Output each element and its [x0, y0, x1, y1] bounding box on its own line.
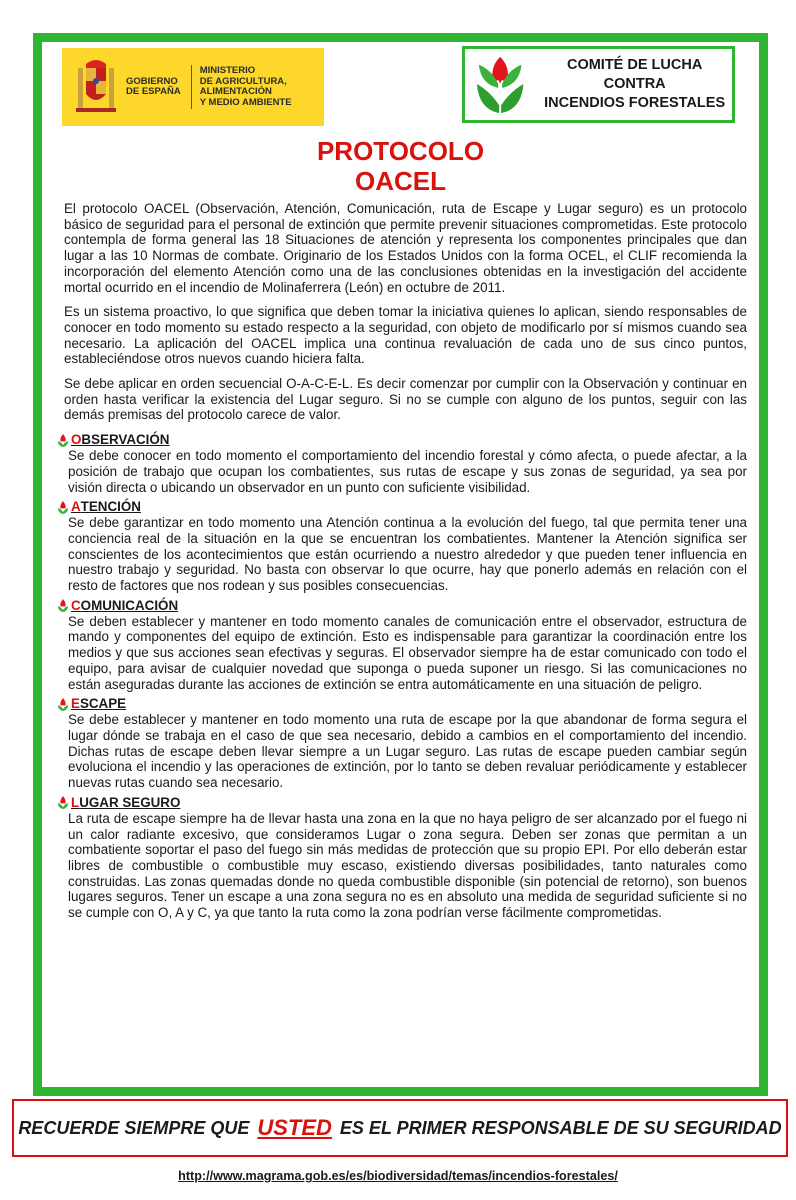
gov-line1: GOBIERNO	[126, 75, 178, 87]
section-heading	[58, 696, 750, 712]
reminder-text-start: RECUERDE SIEMPRE QUE	[18, 1117, 250, 1138]
document-frame	[33, 33, 768, 1096]
committee-title	[537, 56, 732, 113]
section-lugar-seguro	[58, 795, 750, 921]
section-text: Se debe conocer en todo momento el comportamiento del incendio forestal y cómo afecta, o puede afectar, a la posición de trabajo que ocupan los combatientes, sus rutas de escape y sus zonas de seguridad, ya sea por visión directa o ubicando un observador en un punto con suficiente visibilidad.	[68, 448, 747, 495]
heading-rest: OMUNICACIÓN	[80, 597, 179, 613]
title-line1: PROTOCOLO	[316, 136, 485, 166]
committee-logo-block	[462, 46, 735, 123]
ministry-line2: DE AGRICULTURA, ALIMENTACIÓN	[199, 75, 287, 97]
intro-paragraph-1: El protocolo OACEL (Observación, Atención, Comunicación, ruta de Escape y Lugar seguro) es un protocolo básico de seguridad para el personal de extinción que permite prevenir situaciones comprometidas. Este protocolo contempla de forma general las 18 Situaciones de atención y representa los componentes principales que dan lugar a las 10 Normas de combate. Originario de los Estados Unidos con la forma OCEL, el CLIF recomienda la incorporación del elemento Atención como una de las conclusiones obtenidas en la investigación del accidente mortal ocurrido en el incendio de Molinaferrera (León) en octubre de 2011.	[64, 201, 747, 295]
source-url-link[interactable]: http://www.magrama.gob.es/es/biodiversidad/temas/incendios-forestales/	[178, 1169, 618, 1183]
committee-line2: INCENDIOS FORESTALES	[544, 95, 726, 111]
heading-initial: A	[71, 499, 81, 515]
heading-rest: BSERVACIÓN	[81, 432, 170, 448]
section-escape	[58, 696, 750, 791]
flame-bullet-icon	[58, 796, 68, 809]
flame-bullet-icon	[58, 501, 68, 514]
document-body	[58, 201, 750, 925]
reminder-highlight: USTED	[257, 1115, 332, 1140]
section-text: Se deben establecer y mantener en todo momento canales de comunicación entre el observador, estructura de mando y componentes del equipo de extinción. Esto es indispensable para garantizar la coordinación entre los medios y que sus acciones sean efectivas y seguras. El observador siempre ha de estar comunicado con todo el equipo, para avisar de cualquier novedad que suponga o pueda suponer un riesgo. Si las comunicaciones no están aseguradas durante las acciones de extinción se entra automáticamente en una situación de peligro.	[68, 613, 747, 692]
heading-rest: SCAPE	[79, 696, 127, 712]
heading-initial: C	[71, 597, 81, 613]
ministry-text	[200, 66, 320, 108]
heading-rest: UGAR SEGURO	[79, 794, 181, 810]
intro-paragraph-2: Es un sistema proactivo, lo que significa que deben tomar la iniciativa quienes lo aplican, siendo responsables de conocer en todo momento su estado respecto a la seguridad, con objeto de modificarlo por sí mismos cuando sea necesario. La aplicación del OACEL implica una continua revaluación de cada uno de sus cinco puntos, estableciéndose otros nuevos cuando hiciera falta.	[64, 304, 747, 367]
intro-paragraph-3: Se debe aplicar en orden secuencial O-A-C-E-L. Es decir comenzar por cumplir con la Observación y continuar en orden hasta verificar la existencia del Lugar seguro. Si no se cumple con alguno de los puntos, seguir con las demás premisas del protocolo carece de valor.	[64, 376, 747, 423]
section-heading	[58, 598, 750, 614]
section-heading	[58, 499, 750, 515]
section-text: La ruta de escape siempre ha de llevar hasta una zona en la que no haya peligro de ser alcanzado por el fuego ni un calor radiante excesivo, que consideramos Lugar o zona segura. Deben ser zonas que permitan a un combatiente soportar el paso del fuego sin más medidas de protección que su propio EPI. Por ello deberán estar libres de combustible o combustible muy escaso, existiendo diversas posibilidades, tanto naturales como construidas. Las zonas quemadas donde no queda combustible disponible (sin potencial de retorno), son buenos lugares seguros. Tener un escape a una zona segura no es en absoluto una medida de seguridad suficiente si no se cumple con O, A y C, ya que tanto la ruta como la zona podrían verse fácilmente comprometidas.	[68, 810, 747, 921]
title-line2: OACEL	[355, 166, 446, 196]
heading-initial: O	[71, 432, 82, 448]
heading-initial: E	[71, 696, 80, 712]
section-text: Se debe garantizar en todo momento una Atención continua a la evolución del fuego, tal que permita tener una conciencia real de la situación en la que se encuentran los combatientes. Mantener la Atención significa ser conscientes de los acontecimientos que están ocurriendo a nuestro alrededor y que pueden tener influencia en nuestro trabajo y seguridad. No basta con observar lo que ocurre, hay que ponerlo además en relación con el resto de factores que nos rodean y sus posibles consecuencias.	[68, 515, 747, 594]
reminder-text-end: ES EL PRIMER RESPONSABLE DE SU SEGURIDAD	[339, 1117, 782, 1138]
gobierno-text	[126, 77, 181, 98]
flame-bullet-icon	[58, 599, 68, 612]
section-comunicacion	[58, 598, 750, 693]
ministry-line3: Y MEDIO AMBIENTE	[199, 96, 292, 108]
ministry-line1: MINISTERIO	[199, 65, 256, 76]
gov-line2: DE ESPAÑA	[126, 86, 181, 97]
logo-divider	[191, 65, 192, 109]
flame-bullet-icon	[58, 698, 68, 711]
section-observacion	[58, 432, 750, 495]
flame-leaf-icon	[473, 54, 527, 116]
section-heading	[58, 432, 750, 448]
page-title	[42, 136, 759, 196]
section-heading	[58, 795, 750, 811]
heading-rest: TENCIÓN	[80, 499, 141, 515]
section-text: Se debe establecer y mantener en todo momento una ruta de escape por la que abandonar de forma segura el lugar dónde se trabaja en el caso de que sea necesario, debido a cambios en el comportamiento del incendio. Dichas rutas de escape deben llevar siempre a un Lugar seguro. Las rutas de escape pueden cambiar según evoluciona el incendio y las operaciones de extinción, por lo tanto se deben revaluar periódicamente y establecer nuevas rutas cuando sea necesario.	[68, 712, 747, 791]
coat-of-arms-icon	[76, 56, 116, 118]
section-atencion	[58, 499, 750, 594]
committee-line1: COMITÉ DE LUCHA CONTRA	[566, 57, 703, 92]
heading-initial: L	[71, 794, 80, 810]
flame-bullet-icon	[58, 434, 68, 447]
gobierno-logo-block	[62, 48, 324, 126]
safety-reminder-banner	[12, 1099, 788, 1157]
